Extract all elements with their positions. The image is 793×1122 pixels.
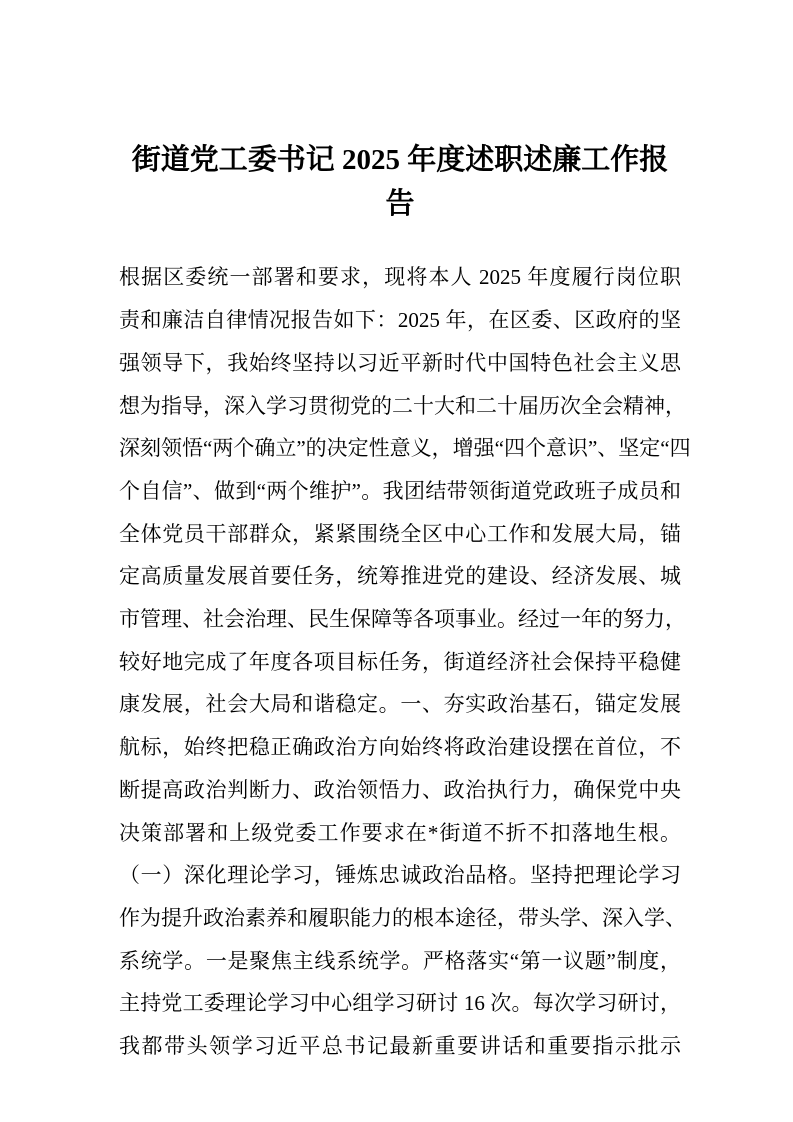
body-line: 市管理、社会治理、民生保障等各项事业。经过一年的努力， [119, 607, 686, 632]
title-line: 告 [385, 188, 415, 221]
body-line: 康发展，社会大局和谐稳定。一、夯实政治基石，锚定发展 [119, 692, 681, 717]
body-line: 断提高政治判断力、政治领悟力、政治执行力，确保党中央 [119, 777, 681, 802]
body-line: （一）深化理论学习，锤炼忠诚政治品格。坚持把理论学习 [119, 863, 681, 888]
body-line: 根据区委统一部署和要求，现将本人 2025 年度履行岗位职 [119, 265, 681, 290]
body-line: 系统学。一是聚焦主线系统学。严格落实“第一议题”制度， [119, 948, 681, 973]
body-line: 作为提升政治素养和履职能力的根本途径，带头学、深入学、 [119, 905, 686, 930]
body-line: 主持党工委理论学习中心组学习研讨 16 次。每次学习研讨， [119, 991, 681, 1016]
document-title [119, 138, 681, 226]
body-line: 航标，始终把稳正确政治方向始终将政治建设摆在首位，不 [119, 735, 681, 760]
body-line: 全体党员干部群众，紧紧围绕全区中心工作和发展大局，锚 [119, 521, 681, 546]
body-line: 我都带头领学习近平总书记最新重要讲话和重要指示批示 [119, 1034, 681, 1059]
title-line: 街道党工委书记 2025 年度述职述廉工作报 [131, 144, 669, 177]
body-line: 深刻领悟“两个确立”的决定性意义，增强“四个意识”、坚定“四 [119, 436, 691, 461]
body-line: 个自信”、做到“两个维护”。我团结带领街道党政班子成员和 [119, 478, 681, 503]
body-line: 决策部署和上级党委工作要求在*街道不折不扣落地生根。 [119, 820, 681, 845]
body-line: 想为指导，深入学习贯彻党的二十大和二十届历次全会精神， [119, 393, 686, 418]
body-line: 定高质量发展首要任务，统筹推进党的建设、经济发展、城 [119, 564, 681, 589]
body-line: 责和廉洁自律情况报告如下：2025 年，在区委、区政府的坚 [119, 308, 681, 333]
body-line: 强领导下，我始终坚持以习近平新时代中国特色社会主义思 [119, 350, 681, 375]
body-paragraph [119, 256, 691, 1067]
body-line: 较好地完成了年度各项目标任务，街道经济社会保持平稳健 [119, 649, 681, 674]
